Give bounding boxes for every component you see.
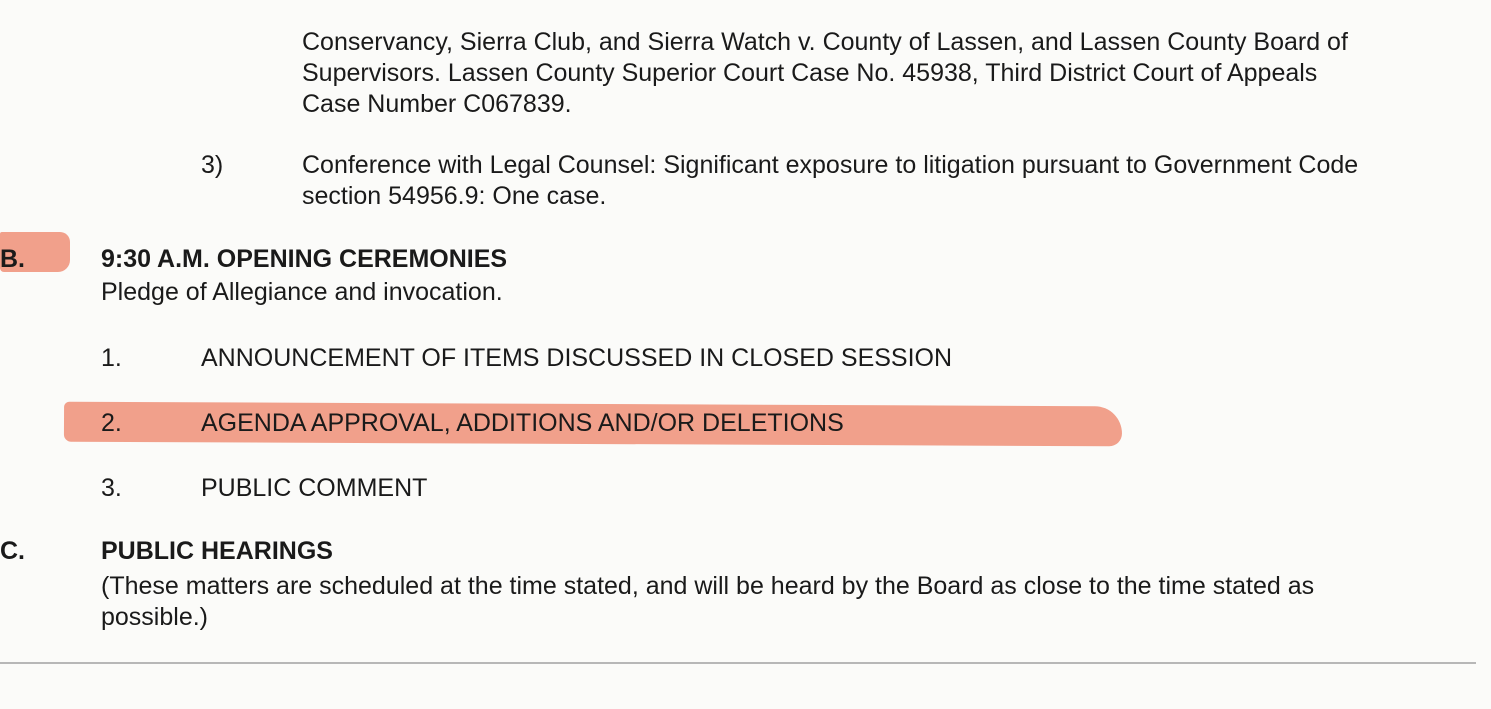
agenda-item-number: 2.: [101, 409, 122, 437]
section-c-title: PUBLIC HEARINGS: [101, 537, 333, 565]
section-b-title: 9:30 A.M. OPENING CEREMONIES: [101, 245, 508, 273]
closed-session-item-text-line-2: section 54956.9: One case.: [302, 182, 607, 210]
section-b-subtitle: Pledge of Allegiance and invocation.: [101, 278, 503, 306]
case-text-line-2: Supervisors. Lassen County Superior Court Case No. 45938, Third District Court of Appeals: [302, 59, 1318, 87]
section-c-description-line-2: possible.): [101, 603, 208, 631]
agenda-item-number: 3.: [101, 474, 122, 502]
section-c-description-line-1: (These matters are scheduled at the time stated, and will be heard by the Board as close to the time stated as: [101, 572, 1315, 600]
agenda-item-label: ANNOUNCEMENT OF ITEMS DISCUSSED IN CLOSED SESSION: [201, 344, 953, 372]
closed-session-item-number: 3): [201, 151, 224, 179]
section-c-letter: C.: [0, 537, 25, 565]
agenda-item-label: AGENDA APPROVAL, ADDITIONS AND/OR DELETIONS: [201, 409, 844, 437]
page-divider: [0, 662, 1476, 664]
agenda-item-label: PUBLIC COMMENT: [201, 474, 428, 502]
case-text-line-3: Case Number C067839.: [302, 90, 572, 118]
agenda-item-number: 1.: [101, 344, 122, 372]
closed-session-item-text-line-1: Conference with Legal Counsel: Significant exposure to litigation pursuant to Government Code: [302, 151, 1359, 179]
section-b-letter: B.: [0, 245, 25, 273]
case-text-line-1: Conservancy, Sierra Club, and Sierra Watch v. County of Lassen, and Lassen County Board of: [302, 28, 1348, 56]
